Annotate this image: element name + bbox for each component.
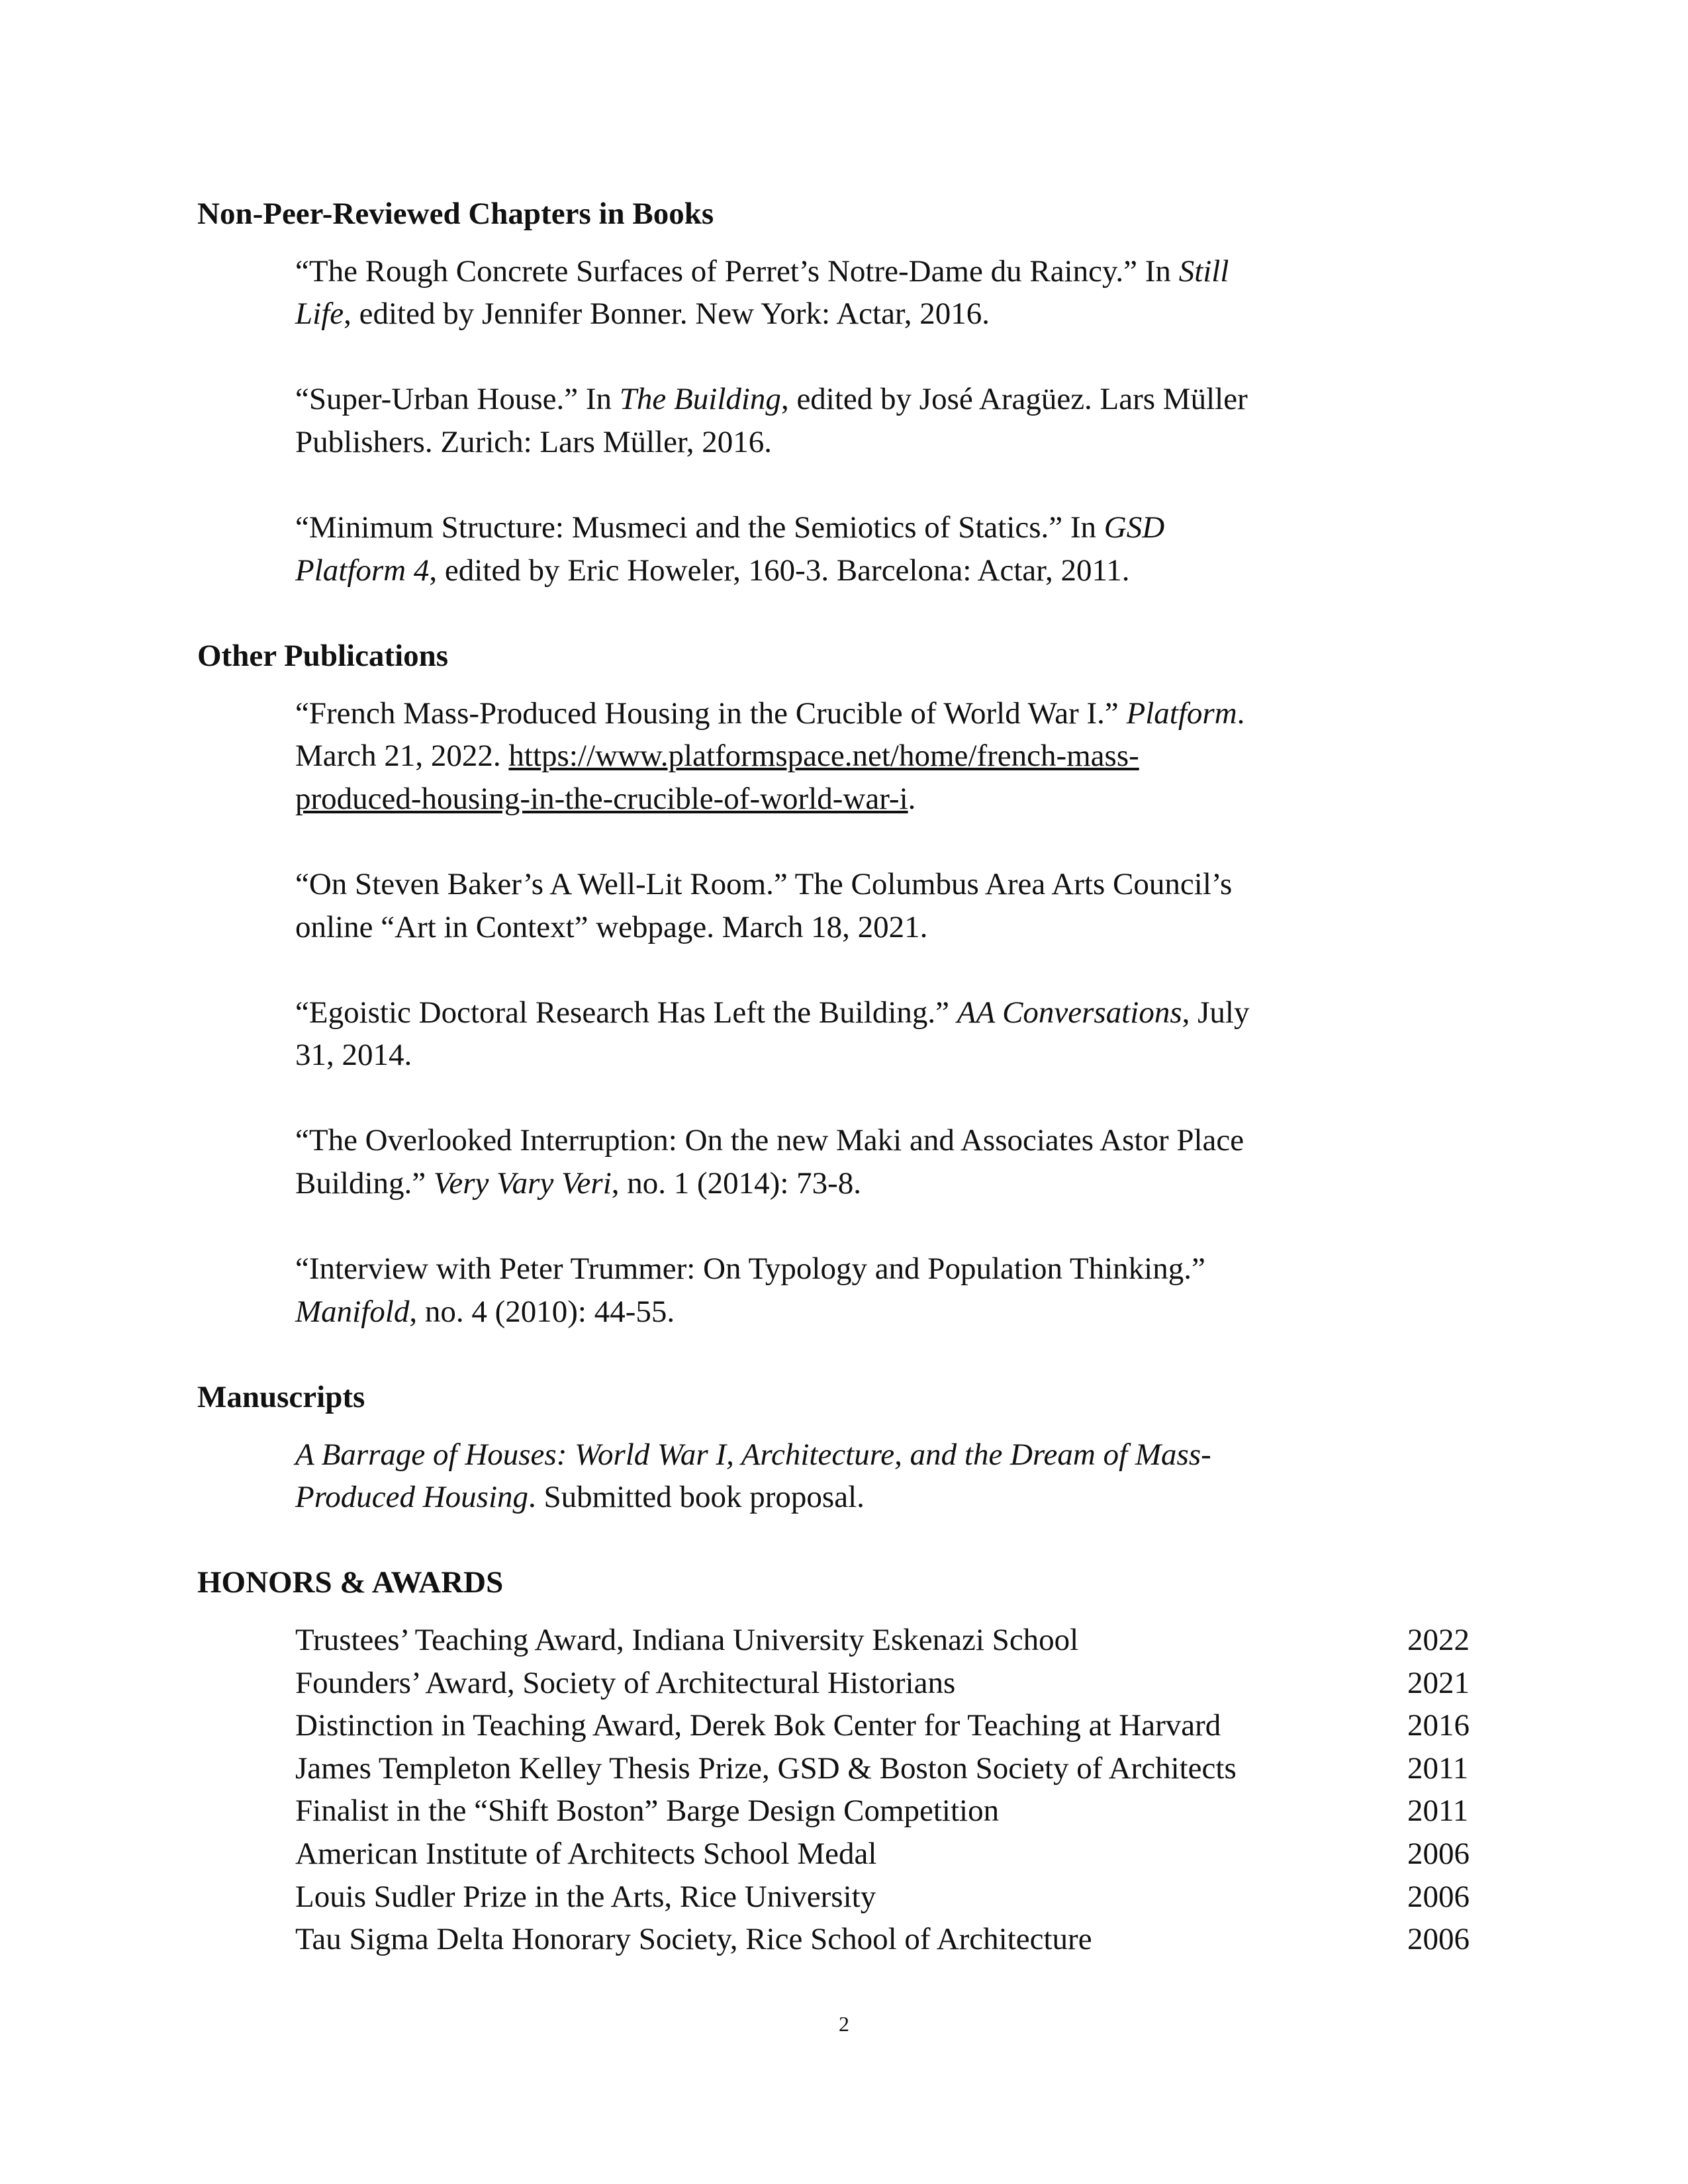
entry-line bbox=[295, 1291, 1488, 1334]
award-row bbox=[295, 1790, 1488, 1833]
text-segment: , July bbox=[1182, 995, 1250, 1030]
entry-line bbox=[295, 1162, 1488, 1205]
award-year: 2006 bbox=[1407, 1879, 1470, 1914]
entry-line bbox=[295, 906, 1488, 949]
italic-title: Still bbox=[1178, 253, 1229, 289]
award-title: Tau Sigma Delta Honorary Society, Rice School of Architecture bbox=[295, 1922, 1092, 1957]
section bbox=[197, 635, 1488, 1334]
text-segment: , edited by Eric Howeler, 160-3. Barcelona: Actar, 2011. bbox=[429, 553, 1130, 588]
italic-title: Produced Housing bbox=[295, 1480, 529, 1515]
award-row bbox=[295, 1619, 1488, 1662]
italic-title: A Barrage of Houses: World War I, Architecture, and the Dream of Mass- bbox=[295, 1437, 1211, 1472]
award-title: Louis Sudler Prize in the Arts, Rice University bbox=[295, 1879, 876, 1914]
award-year: 2011 bbox=[1407, 1751, 1469, 1786]
entry-line bbox=[295, 735, 1488, 778]
text-segment: “The Rough Concrete Surfaces of Perret’s Notre-Dame du Raincy.” In bbox=[295, 253, 1179, 289]
publication-entry bbox=[295, 863, 1488, 948]
entry-line bbox=[295, 1119, 1488, 1162]
document-page bbox=[197, 193, 1488, 1961]
entry-line bbox=[295, 549, 1488, 592]
publication-entry bbox=[295, 506, 1488, 592]
text-segment: “French Mass-Produced Housing in the Crucible of World War I.” bbox=[295, 696, 1127, 731]
page-number: 2 bbox=[839, 2012, 849, 2036]
section-heading: Non-Peer-Reviewed Chapters in Books bbox=[197, 197, 714, 231]
italic-title: GSD bbox=[1103, 510, 1165, 545]
italic-title: Platform 4 bbox=[295, 553, 430, 588]
award-year: 2021 bbox=[1407, 1665, 1470, 1700]
award-title: James Templeton Kelley Thesis Prize, GSD & Boston Society of Architects bbox=[295, 1751, 1237, 1786]
publication-entry bbox=[295, 1248, 1488, 1333]
awards-list bbox=[295, 1619, 1488, 1961]
text-segment: , no. 4 (2010): 44-55. bbox=[409, 1294, 675, 1329]
award-year: 2011 bbox=[1407, 1794, 1469, 1829]
text-segment: “The Overlooked Interruption: On the new Maki and Associates Astor Place bbox=[295, 1123, 1244, 1158]
award-row bbox=[295, 1747, 1488, 1790]
award-title: Trustees’ Teaching Award, Indiana University Eskenazi School bbox=[295, 1623, 1079, 1657]
entry-line bbox=[295, 1248, 1488, 1291]
entry-line bbox=[295, 293, 1488, 336]
text-segment: “Minimum Structure: Musmeci and the Semiotics of Statics.” In bbox=[295, 510, 1104, 545]
text-segment: online “Art in Context” webpage. March 18, 2021. bbox=[295, 909, 928, 944]
entry-line bbox=[295, 692, 1488, 735]
text-segment: “Interview with Peter Trummer: On Typology and Population Thinking.” bbox=[295, 1251, 1205, 1287]
text-segment: Publishers. Zurich: Lars Müller, 2016. bbox=[295, 424, 772, 459]
entry-line bbox=[295, 250, 1488, 293]
text-segment: “Super-Urban House.” In bbox=[295, 382, 620, 417]
entry-line bbox=[295, 378, 1488, 421]
award-row bbox=[295, 1833, 1488, 1876]
publication-entry bbox=[295, 991, 1488, 1077]
text-segment: , edited by José Aragüez. Lars Müller bbox=[780, 382, 1248, 417]
text-segment: , no. 1 (2014): 73-8. bbox=[611, 1166, 862, 1201]
text-segment: . Submitted book proposal. bbox=[528, 1480, 865, 1515]
italic-title: Life bbox=[295, 296, 344, 332]
text-segment: . bbox=[1237, 696, 1245, 731]
italic-title: Very Vary Veri bbox=[433, 1166, 612, 1201]
publication-link[interactable]: produced-housing-in-the-crucible-of-world-war-i bbox=[295, 781, 908, 816]
award-year: 2006 bbox=[1407, 1836, 1470, 1871]
text-segment: , edited by Jennifer Bonner. New York: Actar, 2016. bbox=[344, 296, 990, 332]
award-title: Founders’ Award, Society of Architectural Historians bbox=[295, 1665, 956, 1700]
text-segment: “Egoistic Doctoral Research Has Left the Building.” bbox=[295, 995, 957, 1030]
honors-section bbox=[197, 1561, 1488, 1960]
text-segment: . bbox=[908, 781, 916, 816]
text-segment: March 21, 2022. bbox=[295, 739, 509, 774]
entry-line bbox=[295, 506, 1488, 549]
award-title: Finalist in the “Shift Boston” Barge Design Competition bbox=[295, 1794, 1000, 1829]
section-heading: Manuscripts bbox=[197, 1380, 365, 1415]
award-title: Distinction in Teaching Award, Derek Bok Center for Teaching at Harvard bbox=[295, 1708, 1221, 1743]
entry-line bbox=[295, 991, 1488, 1034]
publication-entry bbox=[295, 378, 1488, 463]
section bbox=[197, 1376, 1488, 1519]
award-year: 2022 bbox=[1407, 1623, 1470, 1657]
entry-line bbox=[295, 1433, 1488, 1477]
entry-line bbox=[295, 778, 1488, 821]
entry-line bbox=[295, 1476, 1488, 1519]
publication-entry bbox=[295, 692, 1488, 821]
award-year: 2016 bbox=[1407, 1708, 1470, 1743]
italic-title: AA Conversations bbox=[957, 995, 1182, 1030]
italic-title: Platform bbox=[1126, 696, 1237, 731]
text-segment: 31, 2014. bbox=[295, 1038, 412, 1073]
italic-title: The Building bbox=[619, 382, 781, 417]
award-year: 2006 bbox=[1407, 1922, 1470, 1957]
text-segment: Building.” bbox=[295, 1166, 434, 1201]
section bbox=[197, 193, 1488, 592]
award-title: American Institute of Architects School Medal bbox=[295, 1836, 877, 1871]
publication-entry bbox=[295, 1119, 1488, 1205]
publication-link[interactable]: https://www.platformspace.net/home/french-mass- bbox=[508, 739, 1139, 774]
entry-line bbox=[295, 863, 1488, 906]
publication-entry bbox=[295, 250, 1488, 336]
italic-title: Manifold bbox=[295, 1294, 410, 1329]
section-heading: Other Publications bbox=[197, 638, 449, 673]
honors-heading: HONORS & AWARDS bbox=[197, 1565, 504, 1600]
entry-line bbox=[295, 421, 1488, 464]
award-row bbox=[295, 1876, 1488, 1919]
award-row bbox=[295, 1662, 1488, 1705]
award-row bbox=[295, 1918, 1488, 1961]
entry-line bbox=[295, 1034, 1488, 1077]
award-row bbox=[295, 1704, 1488, 1747]
publication-entry bbox=[295, 1433, 1488, 1519]
text-segment: “On Steven Baker’s A Well-Lit Room.” The Columbus Area Arts Council’s bbox=[295, 866, 1233, 901]
